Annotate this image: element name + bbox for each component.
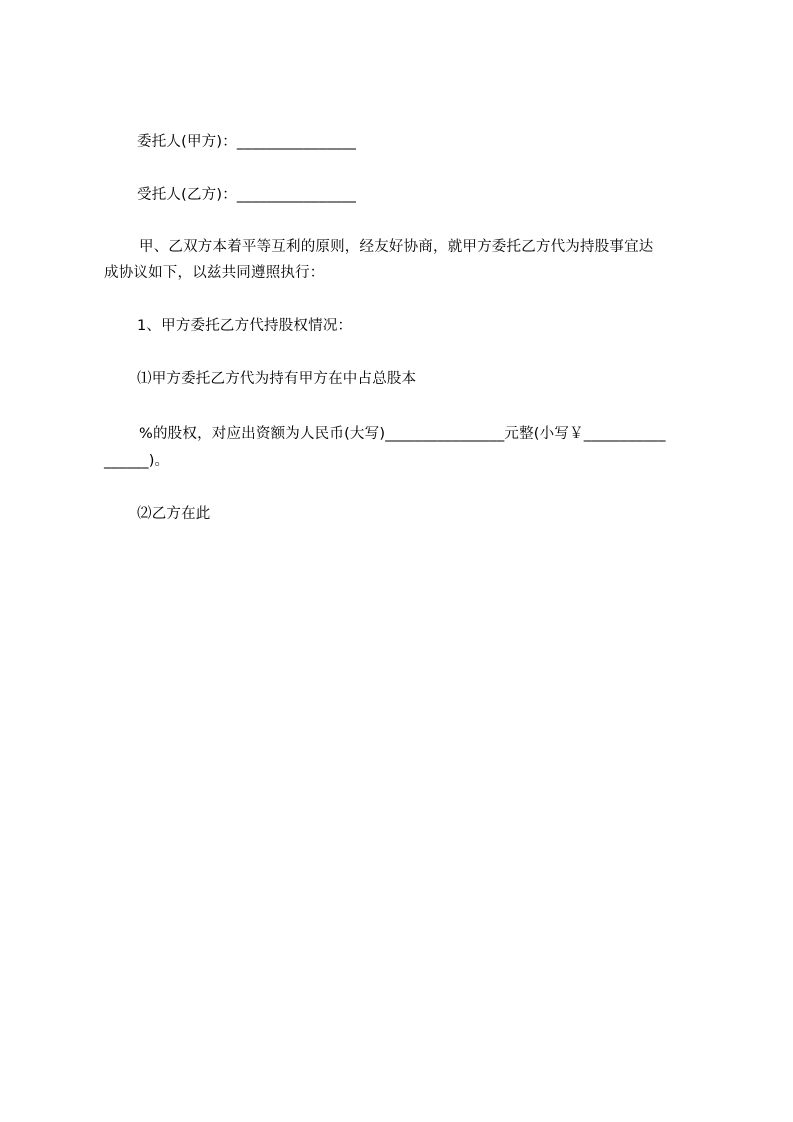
item-1-continuation-line-1: %的股权，对应出资额为人民币(大写)________________元整(小写￥___________ [139,426,666,442]
preamble-line-1: 甲、乙双方本着平等互利的原则，经友好协商，就甲方委托乙方代为持股事宜达 [139,239,654,255]
agent-line [137,185,356,205]
principal-blank: ________________ [236,134,357,150]
section-1-title: 1、甲方委托乙方代持股权情况： [137,318,353,334]
agent-label: 受托人(乙方)： [137,187,237,203]
agent-blank: ________________ [236,187,357,203]
principal-line [137,132,356,152]
principal-label: 委托人(甲方)： [137,134,237,150]
item-1-text: ⑴甲方委托乙方代为持有甲方在中占总股本 [137,371,417,387]
preamble-line-2: 成协议如下，以兹共同遵照执行： [104,265,325,281]
item-1-continuation-line-2: ______)。 [104,453,170,469]
item-2-text: ⑵乙方在此 [137,506,211,522]
